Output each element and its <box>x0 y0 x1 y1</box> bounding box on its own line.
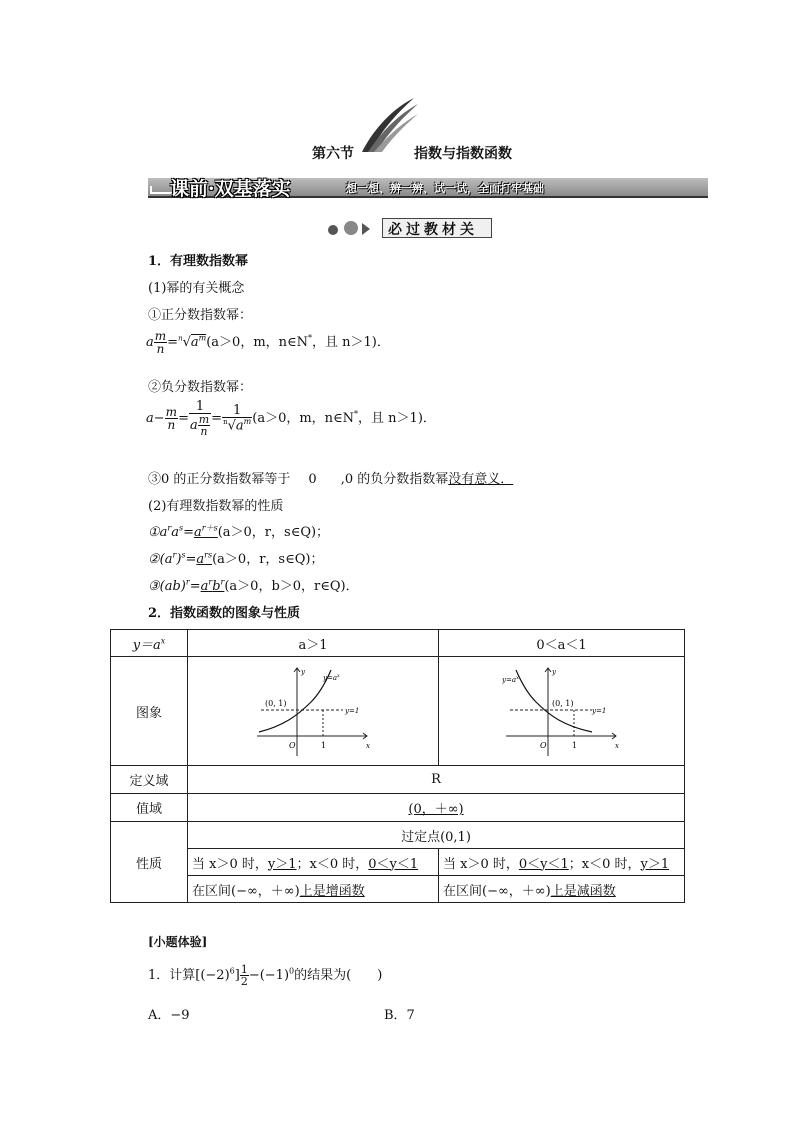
graph-decreasing-cell <box>439 657 685 766</box>
section-title: 指数与指数函数 <box>414 146 512 162</box>
property-1: $①a^ra^s=a^{r+s}(a>0$，r，s∈Q)； <box>148 523 330 540</box>
graph2-xlabel: x <box>614 742 619 750</box>
mono-increasing: 在区间(−∞，＋∞)上是增函数 <box>188 876 439 903</box>
section-number: 第六节 <box>312 146 354 162</box>
banner-left-mark <box>150 186 172 194</box>
props-value-decreasing: 当 x＞0 时，0＜y＜1；x＜0 时，y＞1 <box>439 849 685 876</box>
banner-tagline: 想一想、辨一辨、试一试，全面打牢基础 <box>346 182 544 195</box>
s1-sub1: (1)幂的有关概念 <box>148 281 245 296</box>
subbanner-label: 必过教材关 <box>388 222 478 238</box>
row-range-label: 值域 <box>111 794 188 822</box>
formula-negative-exponent: a− $\frac{m}{n}$ = 1 a $\frac{m}{n}$ = $\frac{1}{^n√a^m}$ (a＞0，m，n∈N*，且 n＞1)． <box>146 399 436 438</box>
range-value: (0，＋∞) <box>188 794 685 822</box>
graph2-one: 1 <box>571 741 577 750</box>
mono-decreasing: 在区间(−∞，＋∞)上是减函数 <box>439 876 685 903</box>
s1-item3: ③0 的正分数指数幂等于 0 ,0 的负分数指数幂没有意义． <box>148 472 514 487</box>
property-3: $③(ab)^r=a^rb^r(a>0$，b＞0，r∈Q)． <box>148 577 359 594</box>
row-graph-label: 图象 <box>111 657 188 766</box>
s1-sub2: (2)有理数指数幂的性质 <box>148 499 284 514</box>
props-value-increasing: 当 x＞0 时，y＞1；x＜0 时，0＜y＜1 <box>188 849 439 876</box>
s1-item2: ②负分数指数幂： <box>148 380 253 395</box>
graph1-ylabel: y <box>301 668 305 676</box>
row-props-label: 性质 <box>111 822 188 903</box>
exponential-function-table <box>110 629 685 903</box>
header-swoosh-logo <box>360 96 420 154</box>
graph1-line-label: y=1 <box>345 707 360 715</box>
graph1-xlabel: x <box>366 742 370 750</box>
s1-heading: 1．有理数指数幂 <box>148 254 249 269</box>
property-2: $②(a^r)^s=a^{rs}(a>0$，r，s∈Q)； <box>148 550 324 567</box>
graph1-one: 1 <box>321 741 327 750</box>
s1-item1: ①正分数指数幂： <box>148 308 253 323</box>
graph2-origin: O <box>539 741 547 750</box>
row-domain-label: 定义域 <box>111 766 188 794</box>
graph2-point-label: (0, 1) <box>551 699 574 708</box>
fixed-point: 过定点(0,1) <box>188 822 685 849</box>
graph1-curve-label: $y=a^x$ <box>323 673 340 682</box>
option-a[interactable]: A．−9 <box>148 1008 190 1023</box>
graph-increasing-cell <box>188 657 439 766</box>
subbanner-dots <box>328 221 370 239</box>
s2-heading: 2．指数函数的图象与性质 <box>148 606 301 621</box>
graph-increasing <box>253 664 373 758</box>
formula-positive-exponent: a $\frac{m}{n}$ $=^n√a^m(a>0$，m，n∈N*，且 n＞1)． <box>146 329 390 356</box>
graph-decreasing <box>502 664 622 758</box>
graph2-ylabel: y <box>551 668 556 676</box>
practice-question-1: 1．计算$[(-2)^6]$ $\frac{1}{2}$ $-(-1)^0$的结果为( ) <box>148 963 383 988</box>
banner-label: 课前·双基落实 <box>170 178 291 200</box>
th-a-gt-1: a＞1 <box>188 630 439 657</box>
th-function: $y=a^x$ <box>111 630 188 657</box>
option-b[interactable]: B．7 <box>384 1008 415 1023</box>
graph1-point-label: (0, 1) <box>265 699 287 708</box>
graph2-line-label: y=1 <box>591 707 606 715</box>
graph1-origin: O <box>289 741 296 750</box>
domain-value: R <box>188 766 685 794</box>
practice-heading: [小题体验] <box>148 935 208 949</box>
th-a-lt-1: 0＜a＜1 <box>439 630 685 657</box>
graph2-curve-label: $y=a^x$ <box>501 675 519 684</box>
